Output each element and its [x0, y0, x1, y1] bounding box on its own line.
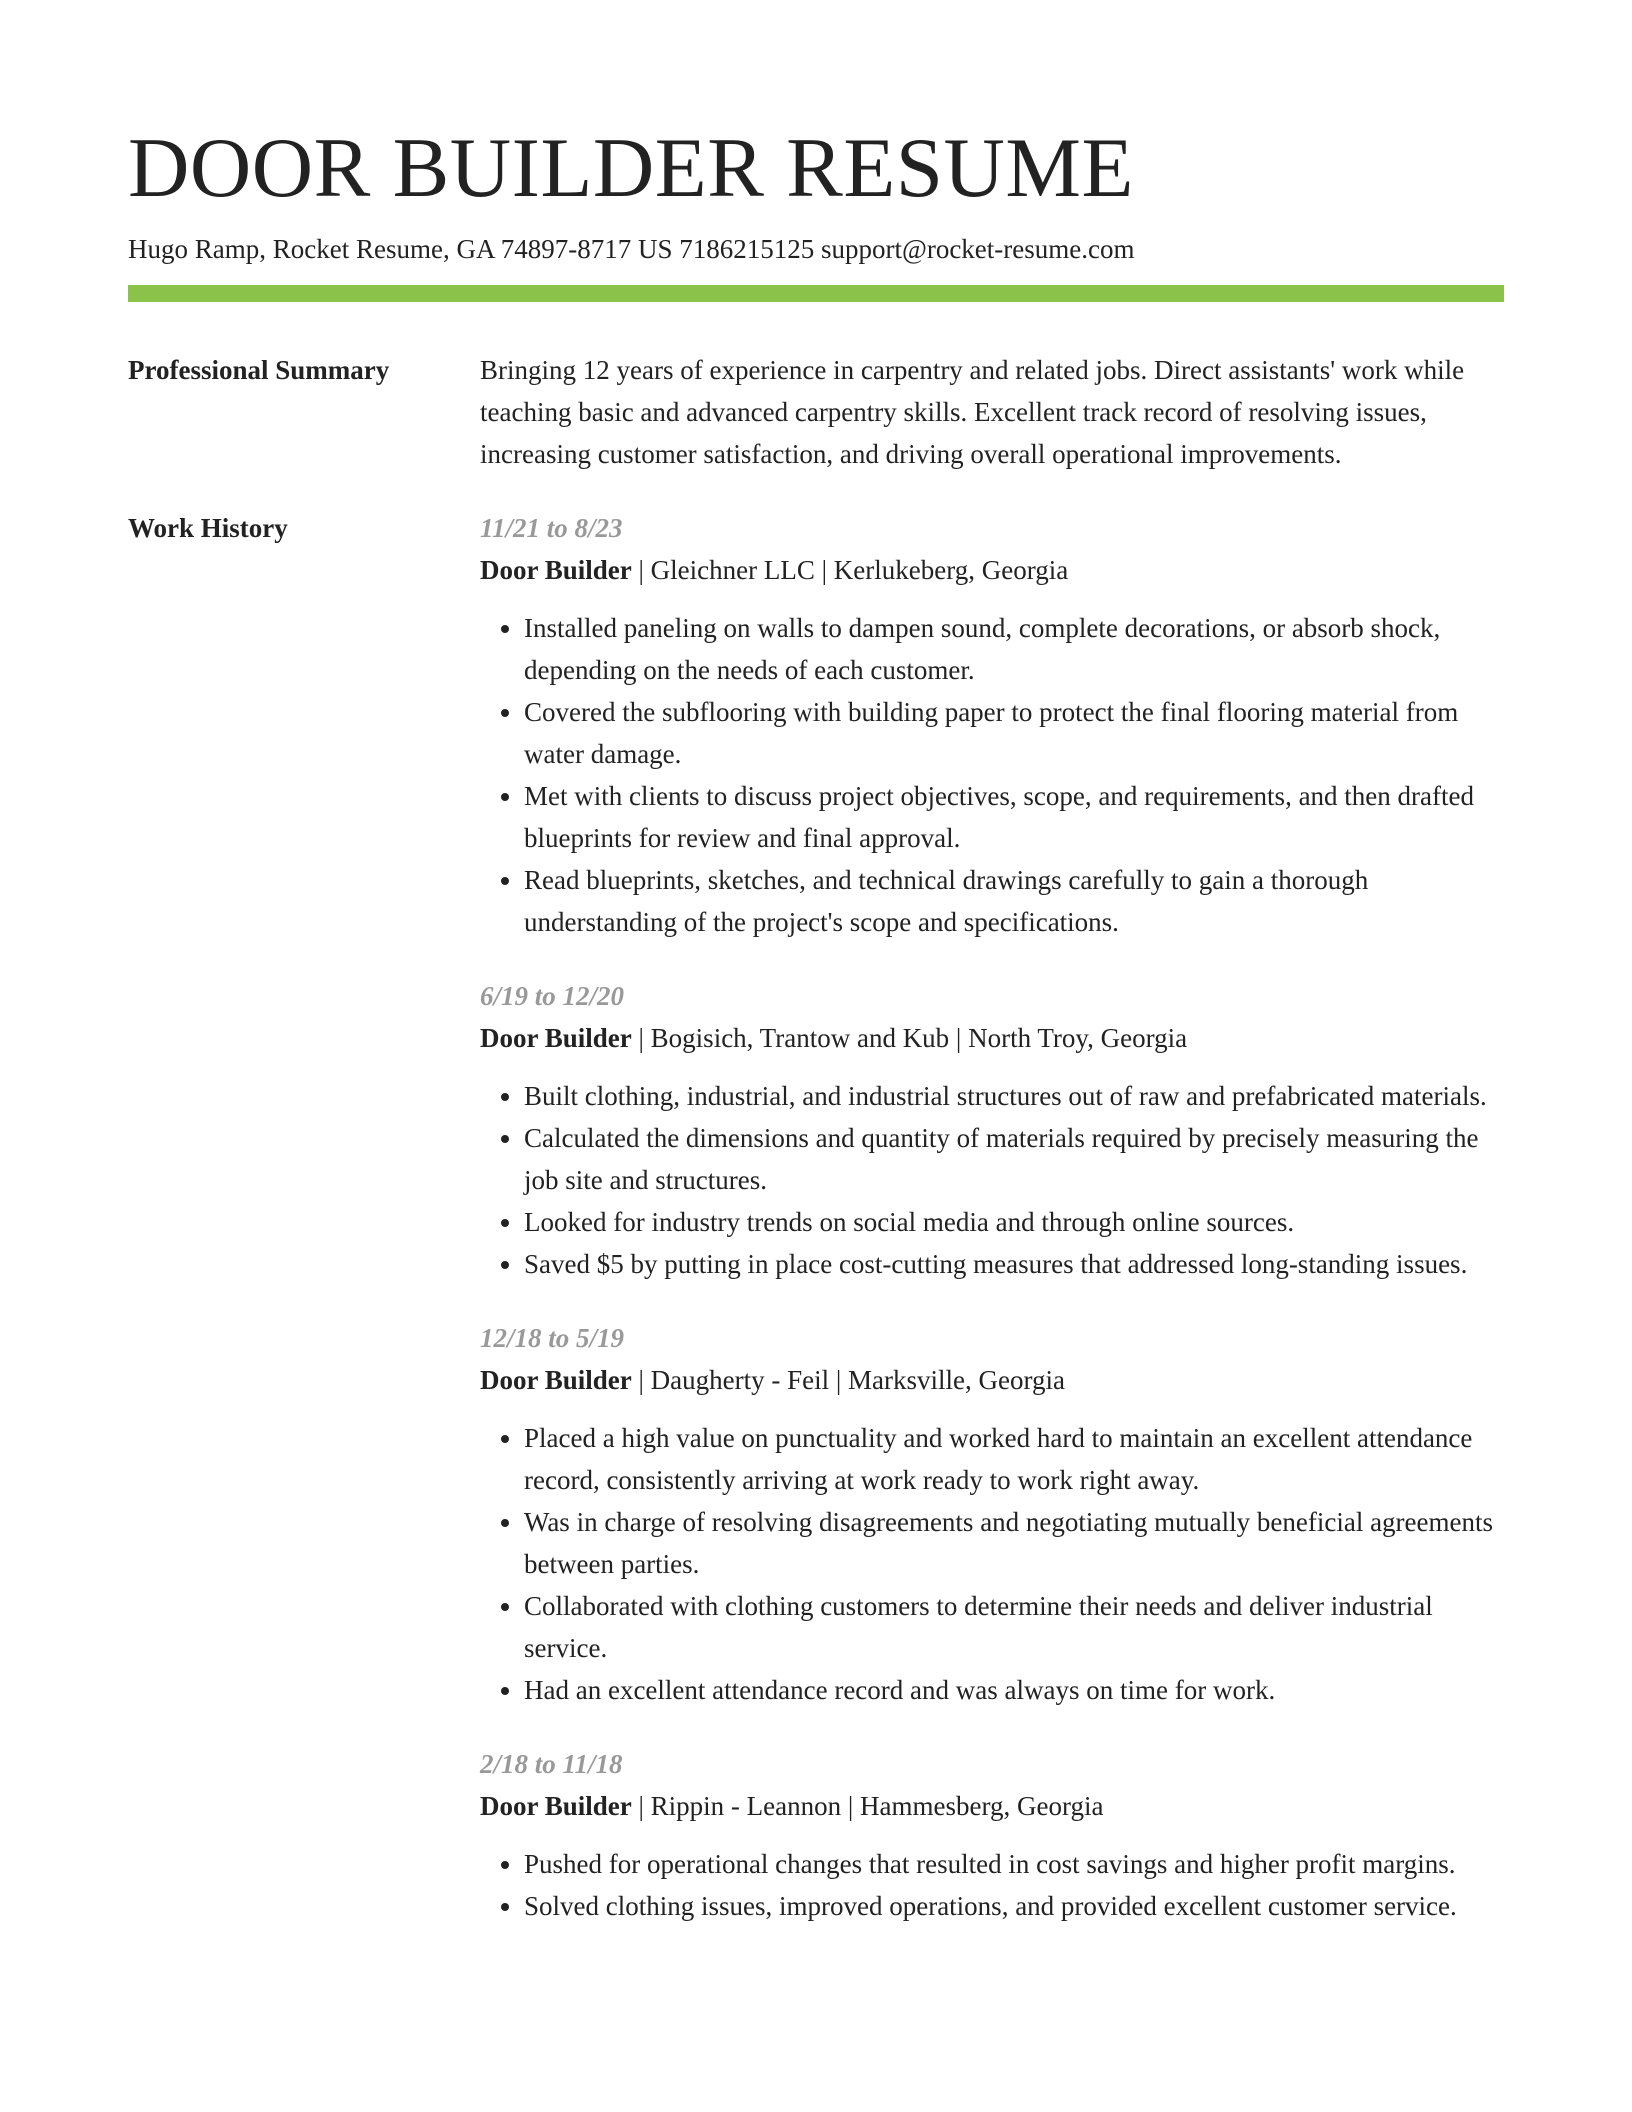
- work-history-heading: Work History: [128, 513, 288, 543]
- job-dates: 2/18 to 11/18: [480, 1749, 623, 1779]
- contact-line: Hugo Ramp, Rocket Resume, GA 74897-8717 US 7186215125 support@rocket-resume.com: [128, 234, 1135, 264]
- job-bullet-item: • Was in charge of resolving disagreements and negotiating mutually beneficial agreements between parties.: [524, 1501, 1504, 1585]
- job-bullet-item: • Covered the subflooring with building paper to protect the final flooring material from water damage.: [524, 691, 1504, 775]
- job-entry: [480, 975, 1504, 1285]
- job-bullet-item: • Calculated the dimensions and quantity of materials required by precisely measuring the job site and structures.: [524, 1117, 1504, 1201]
- job-heading-line: [480, 1785, 1504, 1827]
- job-title: Door Builder: [480, 1023, 632, 1053]
- job-company-location: | Rippin - Leannon | Hammesberg, Georgia: [631, 1791, 1104, 1821]
- job-bullet-item: • Built clothing, industrial, and industrial structures out of raw and prefabricated materials.: [524, 1075, 1504, 1117]
- job-bullet-list: [480, 1843, 1504, 1927]
- job-bullet-item: • Collaborated with clothing customers to determine their needs and deliver industrial service.: [524, 1585, 1504, 1669]
- job-bullet-list: [480, 1075, 1504, 1285]
- job-title: Door Builder: [480, 1365, 632, 1395]
- job-company-location: | Bogisich, Trantow and Kub | North Troy, Georgia: [631, 1023, 1188, 1053]
- job-bullet-item: • Looked for industry trends on social media and through online sources.: [524, 1201, 1504, 1243]
- job-title: Door Builder: [480, 555, 632, 585]
- header-divider: [128, 285, 1504, 302]
- job-bullet-item: • Pushed for operational changes that resulted in cost savings and higher profit margins.: [524, 1843, 1504, 1885]
- resume-title: DOOR BUILDER RESUME: [128, 121, 1134, 215]
- job-bullet-item: • Placed a high value on punctuality and worked hard to maintain an excellent attendance record, consistently arriving at work ready to work right away.: [524, 1417, 1504, 1501]
- job-bullet-item: • Read blueprints, sketches, and technical drawings carefully to gain a thorough understanding of the project's scope and specifications.: [524, 859, 1504, 943]
- job-bullet-list: [480, 607, 1504, 943]
- job-company-location: | Daugherty - Feil | Marksville, Georgia: [631, 1365, 1065, 1395]
- job-company-location: | Gleichner LLC | Kerlukeberg, Georgia: [631, 555, 1069, 585]
- job-bullet-item: • Had an excellent attendance record and was always on time for work.: [524, 1669, 1504, 1711]
- job-bullet-item: • Solved clothing issues, improved operations, and provided excellent customer service.: [524, 1885, 1504, 1927]
- job-heading-line: [480, 1017, 1504, 1059]
- job-heading-line: [480, 1359, 1504, 1401]
- job-entry: [480, 1317, 1504, 1711]
- job-title: Door Builder: [480, 1791, 632, 1821]
- job-entry: [480, 507, 1504, 943]
- job-dates: 11/21 to 8/23: [480, 513, 623, 543]
- job-heading-line: [480, 549, 1504, 591]
- work-history-body: [480, 507, 1504, 1959]
- job-bullet-item: • Saved $5 by putting in place cost-cutting measures that addressed long-standing issues.: [524, 1243, 1504, 1285]
- job-dates: 6/19 to 12/20: [480, 981, 625, 1011]
- professional-summary-body: [480, 349, 1504, 475]
- professional-summary-heading: Professional Summary: [128, 355, 390, 385]
- job-entry: [480, 1743, 1504, 1927]
- professional-summary-text: Bringing 12 years of experience in carpentry and related jobs. Direct assistants' work while teaching basic and advanced carpentry skills. Excellent track record of resolving issues, increasing customer satisfaction, and driving overall operational improvements.: [480, 355, 1465, 469]
- job-dates: 12/18 to 5/19: [480, 1323, 625, 1353]
- job-bullet-item: • Met with clients to discuss project objectives, scope, and requirements, and then drafted blueprints for review and final approval.: [524, 775, 1504, 859]
- job-bullet-list: [480, 1417, 1504, 1711]
- job-bullet-item: • Installed paneling on walls to dampen sound, complete decorations, or absorb shock, depending on the needs of each customer.: [524, 607, 1504, 691]
